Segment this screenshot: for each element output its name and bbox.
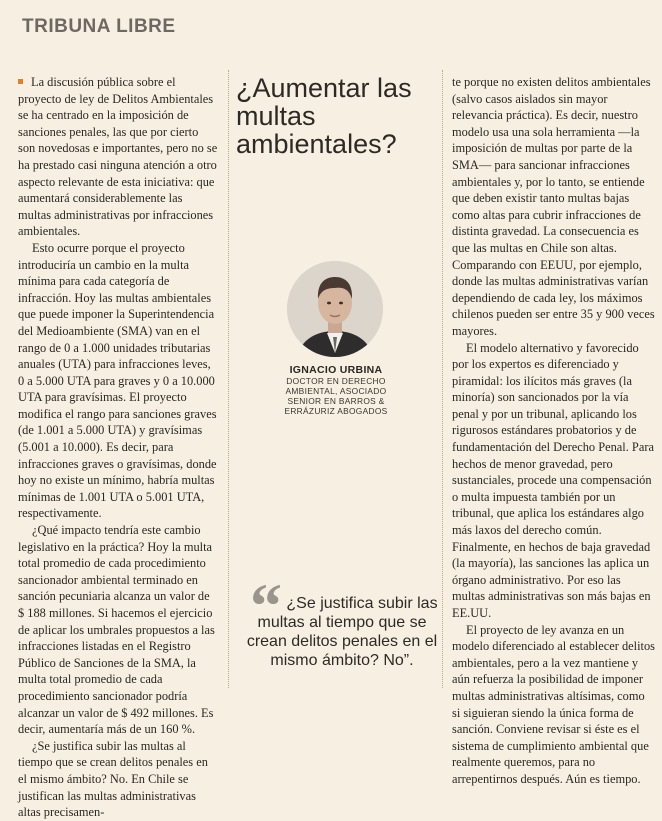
- author-role: SENIOR EN BARROS &: [287, 396, 385, 406]
- article-paragraph: Esto ocurre porque el proyecto introduciría un cambio en la multa mínima para cada categoría de infracción. Hoy las multas ambientales que puede imponer la Superintendencia del Medioambiente (SMA) van en el rango de 0 a 1.000 unidades tributarias anuales (UTA) para infracciones leves, 0 a 5.000 UTA para graves y 0 a 10.000 UTA para gravísimas. El proyecto modifica el rango para sanciones graves (de 1.001 a 5.000 UTA) y gravísimas (5.001 a 10.000). Es decir, para infracciones graves o gravísimas, donde hoy no existe un mínimo, habría multas mínimas de 1.001 UTA o 5.001 UTA, respectivamente.: [18, 240, 217, 521]
- article-column-left: [18, 74, 218, 821]
- article-paragraph: te porque no existen delitos ambientales (salvo casos aislados sin mayor relevancia práctica). Es decir, nuestro modelo usa una sola herramienta —la imposición de multas por parte de la SMA— para sancionar infracciones ambientales y, por lo tanto, se entiende que deben existir tanto multas bajas como altas para cubrir infracciones de distinta gravedad. La consecuencia es que las multas en Chile son altas. Comparando con EEUU, por ejemplo, donde las multas administrativas varían dependiendo de cada ley, los máximos chilenos pueden ser entre 35 y 900 veces mayores.: [452, 75, 655, 338]
- article-paragraph: ¿Qué impacto tendría este cambio legislativo en la práctica? Hoy la multa total promedio de cada procedimiento sancionador ambiental terminado en sanción pecuniaria alcanza un valor de $ 188 millones. Si hacemos el ejercicio de aplicar los umbrales propuestos a las infracciones listadas en el Registro Público de Sanciones de la SMA, la multa total promedio de cada procedimiento sancionador podría alcanzar un valor de $ 492 millones. Es decir, aumentaría más de un 160 %.: [18, 523, 215, 737]
- column-divider: [442, 70, 443, 688]
- author-role: AMBIENTAL, ASOCIADO: [285, 386, 387, 396]
- article-column-right: [452, 74, 656, 788]
- article-paragraph: El modelo alternativo y favorecido por los expertos es diferenciado y piramidal: los ilícitos más graves (la minoría) son sancionados por la vía penal y por un tribunal, aplicando los rigurosos estándares probatorios y de fundamentación del Derecho Penal. Para hechos de menor gravedad, pero sustanciales, procede una compensación o multa impuesta también por un tribunal, que aplica los estándares algo más laxos del derecho común. Finalmente, en hechos de baja gravedad (la mayoría), las sanciones las aplica un órgano administrativo. Por eso las multas administrativas son más bajas en EE.UU.: [452, 340, 654, 620]
- section-label: TRIBUNA LIBRE: [22, 16, 176, 37]
- author-name: IGNACIO URBINA: [289, 364, 383, 376]
- article-paragraph: El proyecto de ley avanza en un modelo diferenciado al establecer delitos ambientales, pero a la vez mantiene y aún refuerza la posibilidad de imponer multas administrativas altísimas, como si siguieran siendo la única forma de sanción. Conviene revisar si éste es el sistema de cumplimiento ambiental que realmente queremos, para no arrepentirnos después. Aún es tiempo.: [452, 622, 655, 786]
- column-divider: [228, 70, 229, 688]
- author-photo: [287, 261, 383, 357]
- author-role: ERRÁZURIZ ABOGADOS: [284, 406, 388, 416]
- author-role: DOCTOR EN DERECHO: [286, 376, 386, 386]
- author-byline: [236, 364, 436, 416]
- bullet-square-icon: [18, 79, 23, 84]
- pull-quote: ¿Se justifica subir las multas al tiempo que se crean delitos penales en el mismo ámbito? No”.: [246, 595, 438, 669]
- article-paragraph: La discusión pública sobre el proyecto de ley de Delitos Ambientales se ha centrado en la imposición de sanciones penales, las que por cierto son novedosas e importantes, pero no se ha prestado casi ninguna atención a otro aspecto relevante de esta iniciativa: que aumentará considerablemente las multas administrativas por infracciones ambientales.: [18, 75, 218, 239]
- article-paragraph: ¿Se justifica subir las multas al tiempo que se crean delitos penales en el mismo ámbito? No. En Chile se justifican las multas administrativas altas precisamen-: [18, 738, 208, 820]
- quote-mark-icon: “: [250, 570, 282, 641]
- headline: ¿Aumentar las multas ambientales?: [236, 73, 412, 159]
